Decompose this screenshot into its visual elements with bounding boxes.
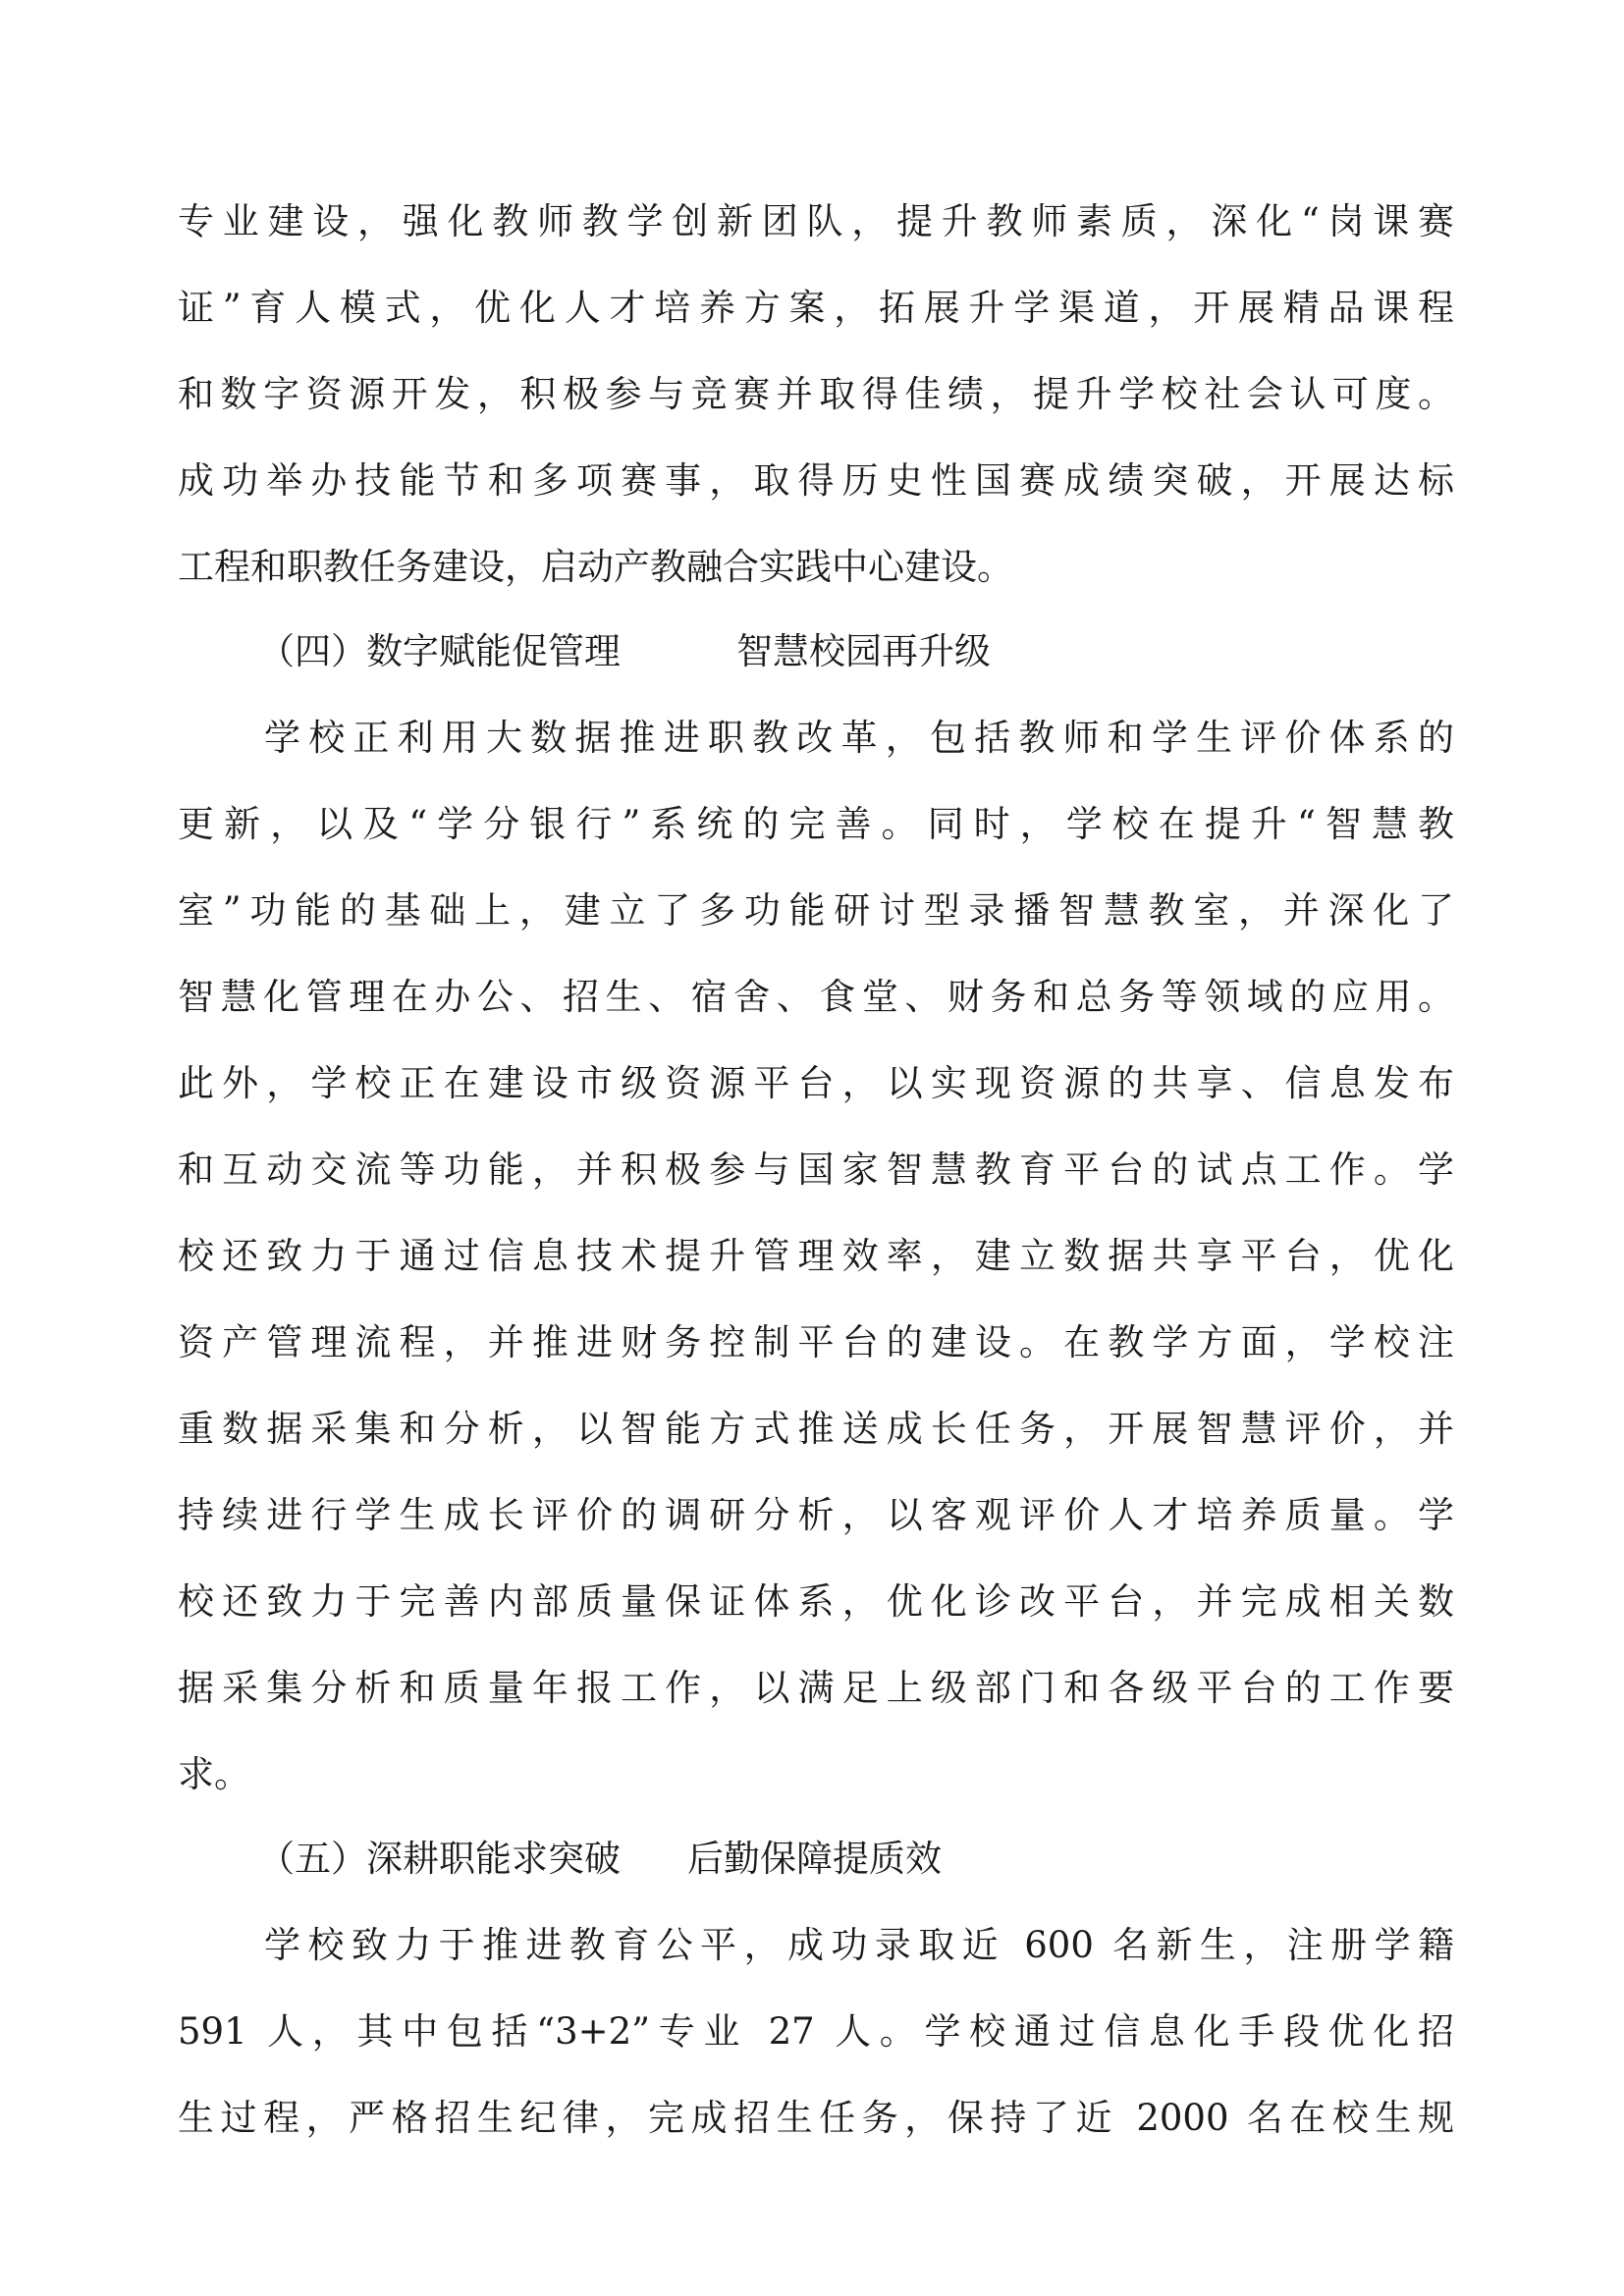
paragraph-line: 持续进行学生成长评价的调研分析，以客观评价人才培养质量。学	[178, 1494, 1454, 1536]
paragraph-line: 591 人，其中包括“3+2”专业 27 人。学校通过信息化手段优化招	[178, 2010, 1454, 2053]
paragraph-line: 校还致力于通过信息技术提升管理效率，建立数据共享平台，优化	[178, 1235, 1454, 1277]
paragraph-line: 学校致力于推进教育公平，成功录取近 600 名新生，注册学籍	[264, 1924, 1454, 1966]
heading-title-part1: 数字赋能促管理	[366, 630, 621, 672]
paragraph-line: 学校正利用大数据推进职教改革，包括教师和学生评价体系的	[264, 717, 1454, 759]
paragraph-line: 和数字资源开发，积极参与竞赛并取得佳绩，提升学校社会认可度。	[178, 373, 1454, 415]
heading-title-part2: 智慧校园再升级	[736, 630, 991, 672]
heading-title-part1: 深耕职能求突破	[366, 1838, 621, 1880]
paragraph-line: 和互动交流等功能，并积极参与国家智慧教育平台的试点工作。学	[178, 1148, 1454, 1191]
paragraph-line: 校还致力于完善内部质量保证体系，优化诊改平台，并完成相关数	[178, 1580, 1454, 1623]
heading-number: （五）	[258, 1838, 367, 1880]
paragraph-line: 工程和职教任务建设，启动产教融合实践中心建设。	[178, 546, 1013, 588]
paragraph-line: 智慧化管理在办公、招生、宿舍、食堂、财务和总务等领域的应用。	[178, 976, 1454, 1018]
paragraph-line: 专业建设，强化教师教学创新团队，提升教师素质，深化“岗课赛	[178, 200, 1454, 242]
paragraph-line: 证”育人模式，优化人才培养方案，拓展升学渠道，开展精品课程	[178, 287, 1454, 329]
paragraph-line: 更新，以及“学分银行”系统的完善。同时，学校在提升“智慧教	[178, 803, 1454, 845]
paragraph-line: 据采集分析和质量年报工作，以满足上级部门和各级平台的工作要	[178, 1667, 1454, 1709]
paragraph-line: 此外，学校正在建设市级资源平台，以实现资源的共享、信息发布	[178, 1062, 1454, 1104]
paragraph-line: 成功举办技能节和多项赛事，取得历史性国赛成绩突破，开展达标	[178, 459, 1454, 502]
paragraph-line: 室”功能的基础上，建立了多功能研讨型录播智慧教室，并深化了	[178, 889, 1454, 932]
heading-number: （四）	[258, 630, 367, 672]
paragraph-line: 求。	[178, 1753, 250, 1795]
paragraph-line: 资产管理流程，并推进财务控制平台的建设。在教学方面，学校注	[178, 1321, 1454, 1363]
paragraph-line: 生过程，严格招生纪律，完成招生任务，保持了近 2000 名在校生规	[178, 2097, 1454, 2139]
heading-title-part2: 后勤保障提质效	[687, 1838, 942, 1880]
paragraph-line: 重数据采集和分析，以智能方式推送成长任务，开展智慧评价，并	[178, 1408, 1454, 1450]
